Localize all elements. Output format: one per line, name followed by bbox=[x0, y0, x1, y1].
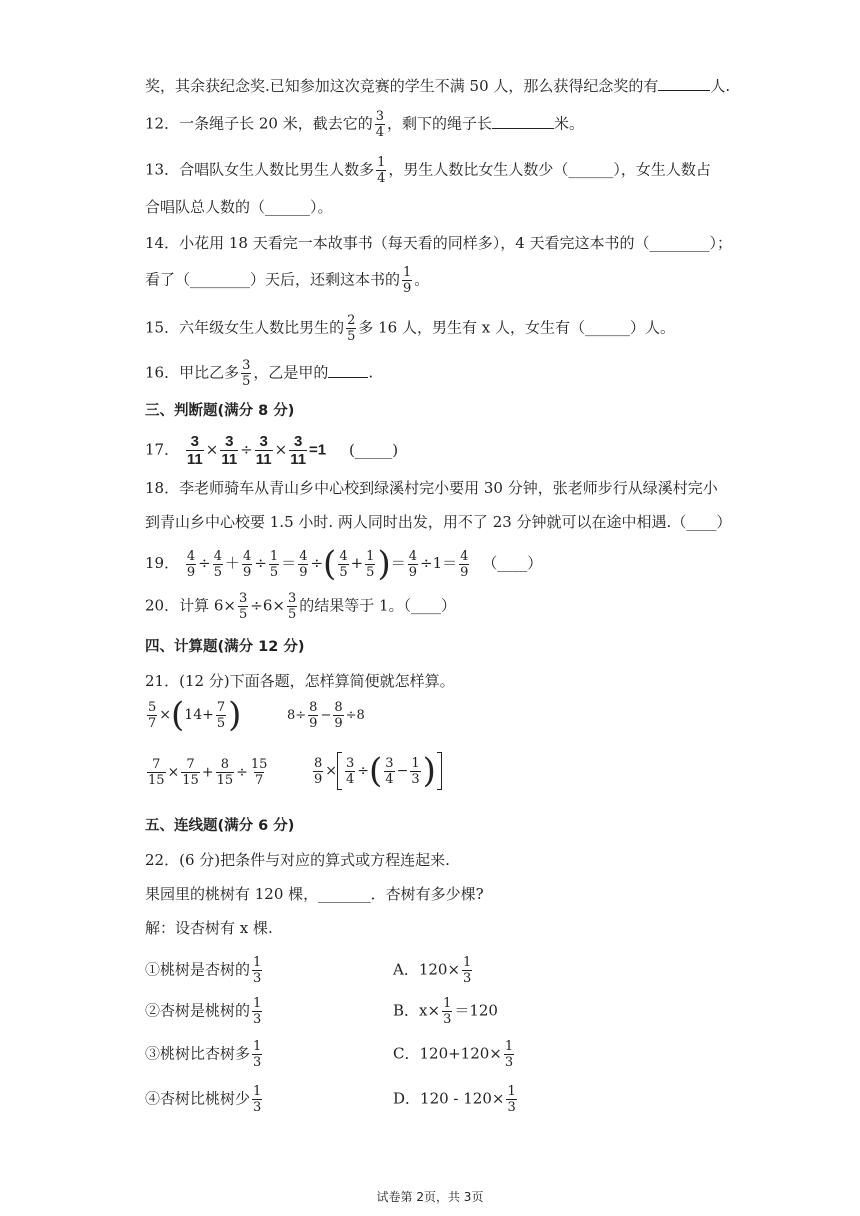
fraction: $\frac{1}{3}$ bbox=[507, 1084, 516, 1115]
question-22-setup: 解：设杏树有 x 棵. bbox=[145, 919, 273, 937]
fraction: $\frac{3}{11}$ bbox=[290, 433, 307, 468]
question-13: 13．合唱队女生人数比男生人数多 $\frac{1}{4}$ ，男生人数比女生人数少（______），女生人数占 bbox=[145, 155, 711, 186]
fraction: $\frac{1}{9}$ bbox=[403, 265, 412, 296]
fraction: $\frac{1}{4}$ bbox=[377, 155, 386, 186]
expr-21-3: $\frac{7}{15}$ × $\frac{7}{15}$ + $\frac{8}{15}$ ÷ $\frac{15}{7}$ bbox=[148, 757, 268, 788]
fraction: $\frac{1}{3}$ bbox=[504, 1039, 514, 1070]
expr-21-2: 8÷ $\frac{8}{9}$ − $\frac{8}{9}$ ÷8 bbox=[287, 700, 365, 731]
answer-blank[interactable] bbox=[492, 114, 554, 129]
option-c[interactable]: C．120+120× $\frac{1}{3}$ bbox=[393, 1039, 514, 1070]
fraction: $\frac{3}{5}$ bbox=[238, 591, 248, 622]
question-20: 20．计算 6× $\frac{3}{5}$ ÷6× $\frac{3}{5}$ 的结果等于 1。（____） bbox=[145, 591, 457, 622]
answer-blank[interactable]: (_____) bbox=[348, 440, 399, 459]
answer-blank[interactable] bbox=[658, 76, 710, 91]
expr-21-1: $\frac{5}{7}$ ×(14+ $\frac{7}{5}$ ) bbox=[148, 695, 242, 735]
fraction: $\frac{1}{3}$ bbox=[443, 996, 452, 1027]
option-b[interactable]: B．x× $\frac{1}{3}$ ＝120 bbox=[393, 996, 498, 1027]
question-22: 22．(6 分)把条件与对应的算式或方程连起来. bbox=[145, 851, 450, 869]
fraction: $\frac{1}{3}$ bbox=[463, 955, 472, 986]
q11-tail: 奖，其余获纪念奖.已知参加这次竞赛的学生不满 50 人，那么获得纪念奖的有 人. bbox=[145, 77, 731, 95]
condition-2[interactable]: ②杏树是桃树的 $\frac{1}{3}$ bbox=[145, 996, 262, 1027]
fraction: $\frac{3}{5}$ bbox=[242, 358, 251, 389]
option-d[interactable]: D．120 - 120× $\frac{1}{3}$ bbox=[393, 1084, 516, 1115]
expr-21-4: $\frac{8}{9}$ × $\frac{3}{4}$ ÷( $\frac{3}{4}$ − $\frac{1}{3}$ ) bbox=[311, 752, 442, 790]
question-18-line2: 到青山乡中心校要 1.5 小时. 两人同时出发，用不了 23 分钟就可以在途中相遇.（____） bbox=[145, 513, 732, 531]
condition-4[interactable]: ④杏树比桃树少 $\frac{1}{3}$ bbox=[145, 1084, 262, 1115]
question-19: 19． $\frac{4}{9}$ ÷ $\frac{4}{5}$ ＋ $\frac{4}{9}$ ÷ $\frac{1}{5}$ ＝ $\frac{4}{9}$ ÷( $\frac{4}{5}$ + $\frac{1}{5}$ )＝ $\frac{4}{9}$ ÷1＝ $\frac{4}{9}$ （____） bbox=[145, 544, 543, 584]
question-16: 16．甲比乙多 $\frac{3}{5}$ ，乙是甲的 . bbox=[145, 358, 374, 389]
answer-blank[interactable]: （____） bbox=[482, 554, 543, 572]
question-18: 18．李老师骑车从青山乡中心校到绿溪村完小要用 30 分钟，张老师步行从绿溪村完小 bbox=[145, 479, 718, 497]
fraction: $\frac{2}{5}$ bbox=[347, 313, 356, 344]
question-15: 15．六年级女生人数比男生的 $\frac{2}{5}$ 多 16 人，男生有 x 人，女生有（______）人。 bbox=[145, 313, 675, 344]
fraction: $\frac{1}{3}$ bbox=[253, 955, 262, 986]
question-14-line2: 看了（________）天后，还剩这本书的 $\frac{1}{9}$ 。 bbox=[145, 265, 430, 296]
question-22-stem: 果园里的桃树有 120 棵，_______．杏树有多少棵? bbox=[145, 885, 484, 903]
question-12: 12．一条绳子长 20 米，截去它的 $\frac{3}{4}$ ，剩下的绳子长 米。 bbox=[145, 109, 585, 140]
section-heading-matching: 五、连线题(满分 6 分) bbox=[145, 818, 295, 834]
fraction: $\frac{1}{3}$ bbox=[253, 996, 262, 1027]
fraction: $\frac{3}{4}$ bbox=[375, 109, 384, 140]
section-heading-judgment: 三、判断题(满分 8 分) bbox=[145, 403, 295, 419]
condition-3[interactable]: ③桃树比杏树多 $\frac{1}{3}$ bbox=[145, 1039, 262, 1070]
fraction: $\frac{3}{5}$ bbox=[287, 591, 297, 622]
fraction: $\frac{1}{3}$ bbox=[253, 1039, 262, 1070]
question-14: 14．小花用 18 天看完一本故事书（每天看的同样多），4 天看完这本书的（________）； bbox=[145, 234, 733, 252]
answer-blank[interactable] bbox=[328, 363, 368, 378]
question-13-line2: 合唱队总人数的（______）。 bbox=[145, 198, 333, 216]
fraction: $\frac{1}{3}$ bbox=[253, 1084, 262, 1115]
question-21: 21．(12 分)下面各题，怎样算简便就怎样算。 bbox=[145, 672, 455, 690]
section-heading-calculation: 四、计算题(满分 12 分) bbox=[145, 639, 305, 655]
option-a[interactable]: A．120× $\frac{1}{3}$ bbox=[393, 955, 472, 986]
fraction: $\frac{3}{11}$ bbox=[255, 433, 272, 468]
page-footer: 试卷第 2页，共 3页 bbox=[376, 1190, 484, 1204]
fraction: $\frac{3}{11}$ bbox=[221, 433, 238, 468]
question-17: 17． $\frac{3}{11}$ × $\frac{3}{11}$ ÷ $\frac{3}{11}$ × $\frac{3}{11}$ =1 (_____) bbox=[145, 433, 399, 468]
fraction: $\frac{3}{11}$ bbox=[186, 433, 203, 468]
condition-1[interactable]: ①桃树是杏树的 $\frac{1}{3}$ bbox=[145, 955, 262, 986]
